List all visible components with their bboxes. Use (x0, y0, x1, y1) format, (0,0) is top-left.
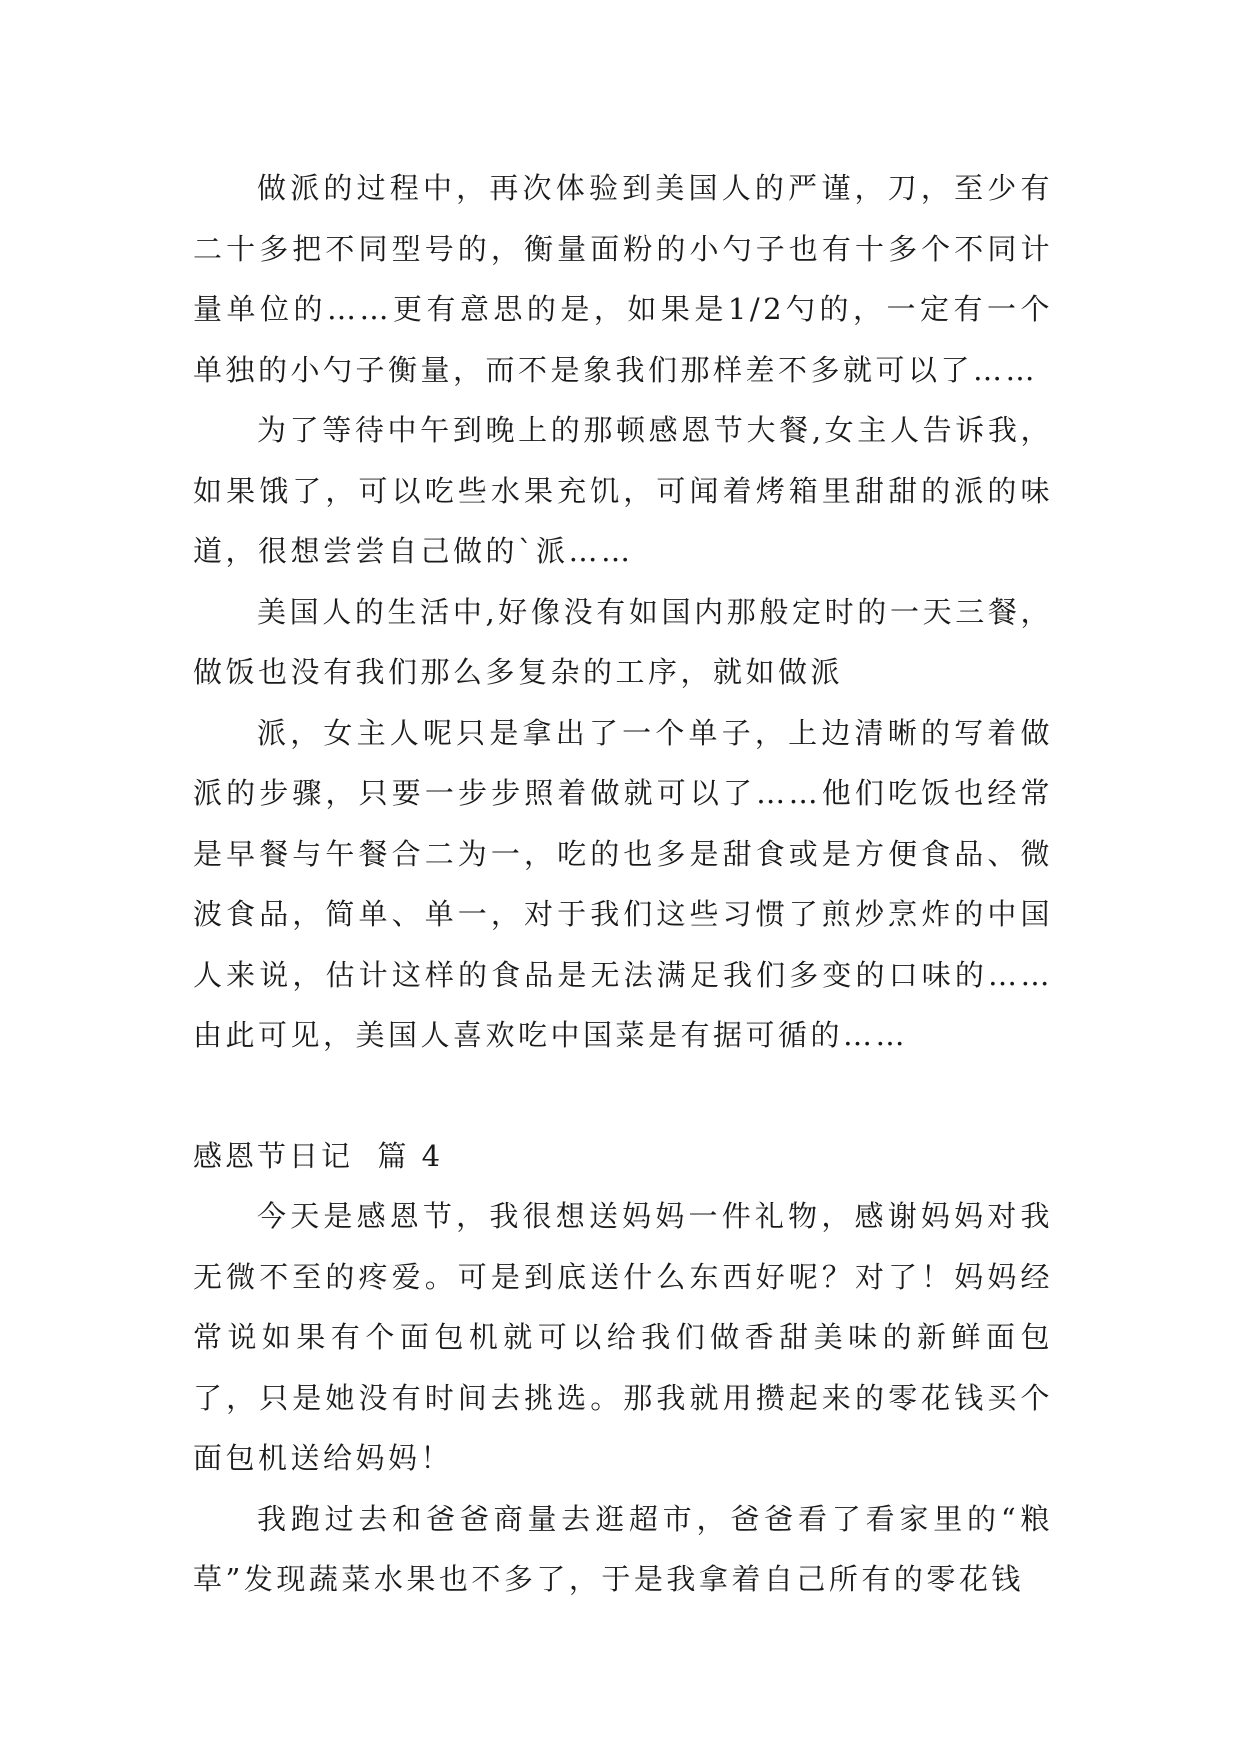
document-page (193, 158, 1053, 1610)
paragraph: 美国人的生活中,好像没有如国内那般定时的一天三餐，做饭也没有我们那么多复杂的工序，就如做派 (193, 594, 1053, 689)
paragraph: 今天是感恩节，我很想送妈妈一件礼物，感谢妈妈对我无微不至的疼爱。可是到底送什么东西好呢？对了！妈妈经常说如果有个面包机就可以给我们做香甜美味的新鲜面包了，只是她没有时间去挑选。那我就用攒起来的零花钱买个面包机送给妈妈！ (193, 1199, 1053, 1475)
paragraph: 做派的过程中，再次体验到美国人的严谨，刀，至少有二十多把不同型号的，衡量面粉的小勺子也有十多个不同计量单位的……更有意思的是，如果是1/2勺的，一定有一个单独的小勺子衡量，而不是象我们那样差不多就可以了…… (193, 171, 1053, 387)
paragraph: 我跑过去和爸爸商量去逛超市，爸爸看了看家里的“粮草”发现蔬菜水果也不多了，于是我拿着自己所有的零花钱 (193, 1501, 1053, 1596)
paragraph: 派，女主人呢只是拿出了一个单子，上边清晰的写着做派的步骤，只要一步步照着做就可以了……他们吃饭也经常是早餐与午餐合二为一，吃的也多是甜食或是方便食品、微波食品，简单、单一，对于我们这些习惯了煎炒烹炸的中国人来说，估计这样的食品是无法满足我们多变的口味的……由此可见，美国人喜欢吃中国菜是有据可循的…… (193, 715, 1053, 1052)
section-heading: 感恩节日记 篇 4 (193, 1138, 444, 1173)
paragraph: 为了等待中午到晚上的那顿感恩节大餐,女主人告诉我，如果饿了，可以吃些水果充饥，可闻着烤箱里甜甜的派的味道，很想尝尝自己做的`派…… (193, 413, 1053, 568)
